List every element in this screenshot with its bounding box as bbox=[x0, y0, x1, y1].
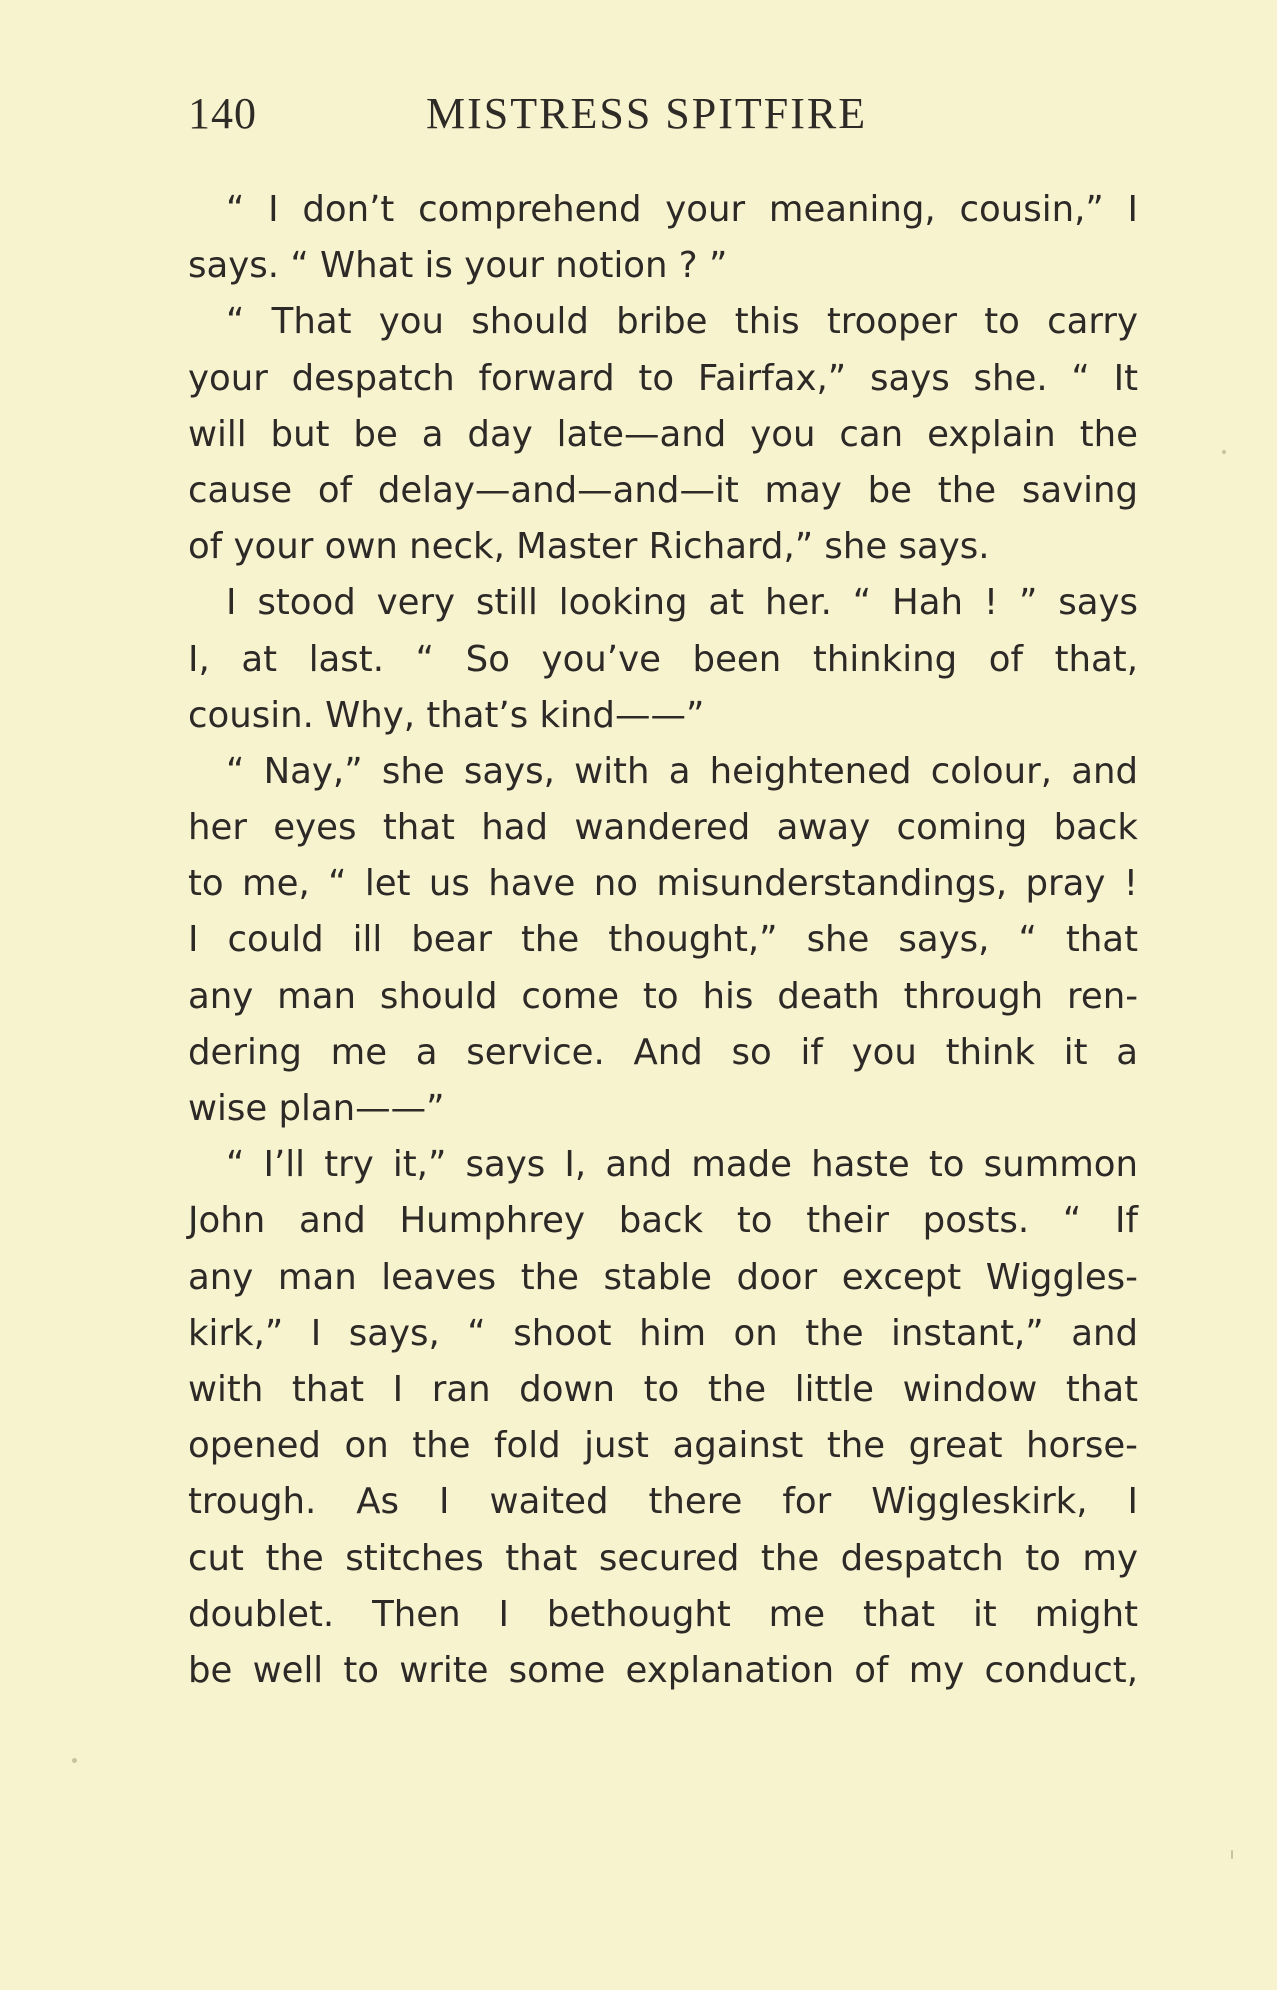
body-text bbox=[188, 182, 1138, 1699]
paper-speck bbox=[72, 1758, 77, 1763]
text-line: your despatch forward to Fairfax,” says she. “ It bbox=[188, 357, 1138, 399]
text-line: John and Humphrey back to their posts. “ If bbox=[188, 1200, 1138, 1242]
text-line: I stood very still looking at her. “ Hah ! ” says bbox=[226, 582, 1138, 624]
text-line: dering me a service. And so if you think it a bbox=[188, 1031, 1138, 1073]
text-line: I could ill bear the thought,” she says, “ that bbox=[188, 919, 1138, 961]
text-line: doublet. Then I bethought me that it might bbox=[188, 1593, 1138, 1635]
text-line: “ I don’t comprehend your meaning, cousin,” I bbox=[226, 189, 1138, 230]
text-line: I, at last. “ So you’ve been thinking of that, bbox=[188, 638, 1138, 680]
text-line: “ That you should bribe this trooper to carry bbox=[226, 301, 1138, 343]
text-line: cut the stitches that secured the despatch to my bbox=[188, 1537, 1138, 1579]
text-line: will but be a day late—and you can explain the bbox=[188, 413, 1138, 455]
running-title: MISTRESS SPITFIRE bbox=[426, 89, 868, 138]
text-line: kirk,” I says, “ shoot him on the instant,” and bbox=[188, 1312, 1138, 1354]
text-line: cousin. Why, that’s kind——” bbox=[188, 694, 705, 736]
text-line: of your own neck, Master Richard,” she says. bbox=[188, 526, 990, 568]
text-line: with that I ran down to the little window that bbox=[188, 1368, 1138, 1410]
text-line: “ Nay,” she says, with a heightened colour, and bbox=[226, 750, 1138, 792]
text-line: any man leaves the stable door except Wiggles- bbox=[188, 1256, 1138, 1298]
text-line: “ I’ll try it,” says I, and made haste to summon bbox=[226, 1144, 1138, 1186]
text-line: opened on the fold just against the great horse- bbox=[188, 1425, 1138, 1467]
text-line: be well to write some explanation of my conduct, bbox=[188, 1649, 1138, 1691]
text-line: cause of delay—and—and—it may be the saving bbox=[188, 469, 1138, 511]
text-line: to me, “ let us have no misunderstandings, pray ! bbox=[188, 863, 1138, 905]
paper-speck bbox=[1231, 1850, 1233, 1859]
page-number: 140 bbox=[188, 89, 257, 138]
paper-speck bbox=[1222, 450, 1226, 454]
text-line: any man should come to his death through ren- bbox=[188, 975, 1138, 1017]
running-head bbox=[188, 88, 918, 138]
text-line: says. “ What is your notion ? ” bbox=[188, 245, 728, 287]
text-line: wise plan——” bbox=[188, 1088, 445, 1129]
text-line: her eyes that had wandered away coming back bbox=[188, 807, 1138, 849]
text-line: trough. As I waited there for Wiggleskirk, I bbox=[188, 1481, 1138, 1523]
